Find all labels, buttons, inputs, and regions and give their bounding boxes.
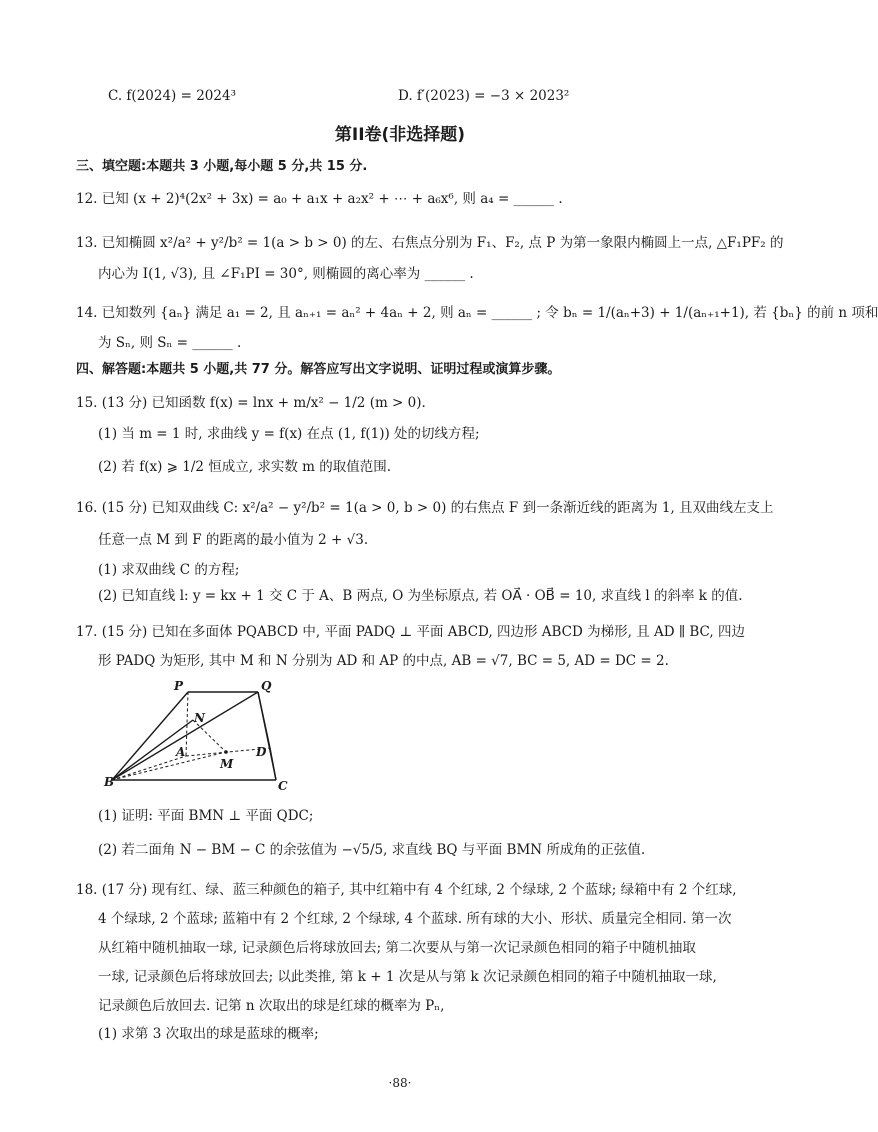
label-d: D — [256, 745, 267, 759]
option-d: D. f′(2023) = −3 × 2023² — [398, 88, 570, 104]
label-m: M — [220, 757, 234, 771]
question-18-part1: (1) 求第 3 次取出的球是蓝球的概率; — [98, 1026, 319, 1042]
question-15-part2: (2) 若 f(x) ⩾ 1/2 恒成立, 求实数 m 的取值范围. — [98, 459, 392, 475]
question-15-part1: (1) 当 m = 1 时, 求曲线 y = f(x) 在点 (1, f(1)) 处的切线方程; — [98, 426, 480, 442]
question-18-line2: 4 个绿球, 2 个蓝球; 蓝箱中有 2 个红球, 2 个绿球, 4 个蓝球. 所有球的大小、形状、质量完全相同. 第一次 — [98, 911, 732, 927]
question-18-line4: 一球, 记录颜色后将球放回去; 以此类推, 第 k + 1 次是从与第 k 次记录颜色相同的箱子中随机抽取一球, — [98, 969, 717, 985]
page-number: ·88· — [388, 1076, 412, 1090]
question-18-line5: 记录颜色后放回去. 记第 n 次取出的球是红球的概率为 Pₙ, — [98, 998, 445, 1014]
question-16-line2: 任意一点 M 到 F 的距离的最小值为 2 + √3. — [98, 532, 369, 548]
question-17-part1: (1) 证明: 平面 BMN ⊥ 平面 QDC; — [98, 808, 314, 824]
part-title: 第II卷(非选择题) — [334, 125, 466, 145]
label-c: C — [278, 779, 288, 793]
question-18-line1: 18. (17 分) 现有红、绿、蓝三种颜色的箱子, 其中红箱中有 4 个红球, 2 个绿球, 2 个蓝球; 绿箱中有 2 个红球, — [76, 882, 737, 898]
label-p: P — [174, 679, 184, 693]
question-18-line3: 从红箱中随机抽取一球, 记录颜色后将球放回去; 第二次要从与第一次记录颜色相同的箱子中随机抽取 — [98, 940, 696, 956]
edge-pb — [112, 692, 188, 780]
question-17-part2: (2) 若二面角 N − BM − C 的余弦值为 −√5/5, 求直线 BQ 与平面 BMN 所成角的正弦值. — [98, 842, 646, 858]
edge-bm-hidden — [112, 752, 226, 780]
question-16-part1: (1) 求双曲线 C 的方程; — [98, 562, 240, 578]
question-14-line1: 14. 已知数列 {aₙ} 满足 a₁ = 2, 且 aₙ₊₁ = aₙ² + 4aₙ + 2, 则 aₙ = ______ ; 令 bₙ = 1/(aₙ+3) + 1/(aₙ₊₁+1), 若 {bₙ} 的前 n 项和 — [76, 305, 878, 321]
edge-qb — [112, 692, 258, 780]
question-13-line2: 内心为 I(1, √3), 且 ∠F₁PI = 30°, 则椭圆的离心率为 ______ . — [98, 266, 474, 282]
question-12: 12. 已知 (x + 2)⁴(2x² + 3x) = a₀ + a₁x + a₂x² + ⋯ + a₆x⁶, 则 a₄ = ______ . — [76, 191, 563, 207]
option-c: C. f(2024) = 2024³ — [108, 88, 236, 104]
label-b: B — [104, 775, 115, 789]
label-q: Q — [261, 679, 272, 693]
question-16-line1: 16. (15 分) 已知双曲线 C: x²/a² − y²/b² = 1(a > 0, b > 0) 的右焦点 F 到一条渐近线的距离为 1, 且双曲线左支上 — [76, 500, 774, 516]
question-15-stem: 15. (13 分) 已知函数 f(x) = lnx + m/x² − 1/2 (m > 0). — [76, 395, 426, 411]
label-n: N — [194, 711, 205, 725]
question-13-line1: 13. 已知椭圆 x²/a² + y²/b² = 1(a > b > 0) 的左、右焦点分别为 F₁、F₂, 点 P 为第一象限内椭圆上一点, △F₁PF₂ 的 — [76, 235, 784, 251]
question-17-line1: 17. (15 分) 已知在多面体 PQABCD 中, 平面 PADQ ⊥ 平面 ABCD, 四边形 ABCD 为梯形, 且 AD ∥ BC, 四边 — [76, 624, 745, 640]
label-a: A — [176, 745, 186, 759]
section-solve-heading: 四、解答题:本题共 5 小题,共 77 分。解答应写出文字说明、证明过程或演算步骤。 — [76, 362, 561, 377]
question-14-line2: 为 Sₙ, 则 Sₙ = ______ . — [98, 335, 242, 351]
point-m — [224, 750, 228, 754]
question-16-part2: (2) 已知直线 l: y = kx + 1 交 C 于 A、B 两点, O 为坐标原点, 若 OA⃗ · OB⃗ = 10, 求直线 l 的斜率 k 的值. — [98, 588, 743, 604]
section-fill-blank-heading: 三、填空题:本题共 3 小题,每小题 5 分,共 15 分. — [76, 159, 368, 174]
question-17-line2: 形 PADQ 为矩形, 其中 M 和 N 分别为 AD 和 AP 的中点, AB = √7, BC = 5, AD = DC = 2. — [98, 653, 669, 669]
edge-dc — [270, 748, 276, 780]
polyhedron-figure — [104, 678, 294, 798]
